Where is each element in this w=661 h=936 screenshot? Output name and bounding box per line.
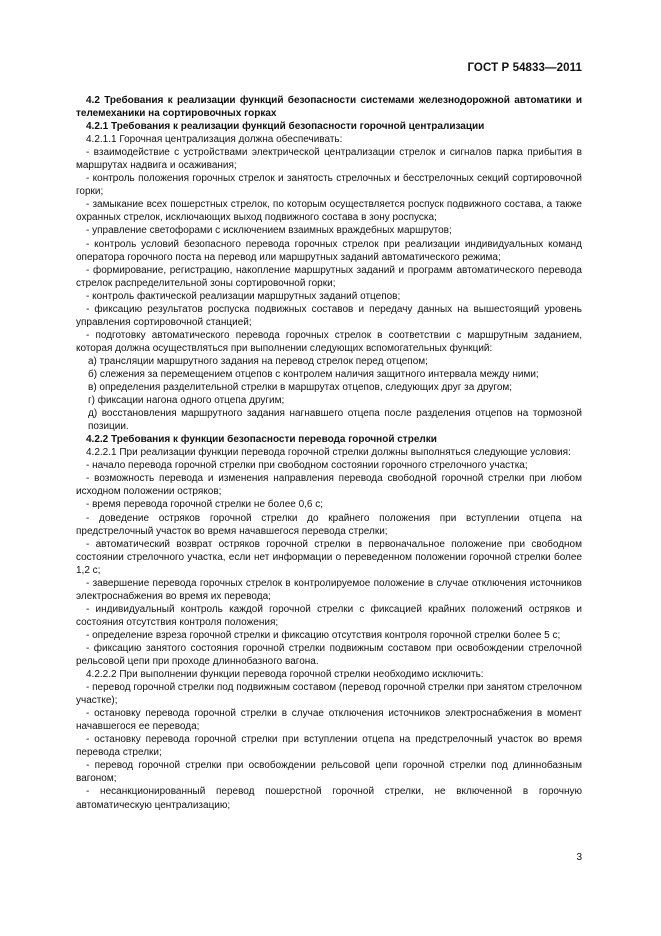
paragraph: - остановку перевода горочной стрелки в случае отключения источников электроснабжения в момент начавшегося ее перевода; [76,708,582,733]
paragraph: - время перевода горочной стрелки не более 0,6 с; [86,499,324,511]
paragraph: - определение взреза горочной стрелки и фиксацию отсутствия контроля горочной стрелки более 5 с; [86,629,561,641]
paragraph: - доведение остряков горочной стрелки до крайнего положения при вступлении отцепа на предстрелочный участок во время начавшегося перевода стрелки; [76,512,582,537]
paragraph: 4.2.1.1 Горочная централизация должна обеспечивать: [86,134,343,146]
paragraph: - несанкционированный перевод пошерстной горочной стрелки, не включенной в горочную автоматическую централизацию; [76,786,582,811]
list-sub-item: д) восстановления маршрутного задания нагнавшего отцепа после разделения отцепов на тормозной позиции. [88,408,582,433]
list-sub-item: г) фиксации нагона одного отцепа другим; [88,395,285,407]
paragraph: - фиксацию занятого состояния горочной стрелки подвижным составом при освобождении стрелочной рельсовой цепи при проходе длиннобазного вагона. [76,642,582,668]
paragraph: - контроль положения горочных стрелок и занятость стрелочных и бесстрелочных секций сортировочной горки; [76,173,582,198]
document-body [76,94,582,812]
document-number: ГОСТ Р 54833—2011 [467,62,582,74]
section-heading: 4.2.2 Требования к функции безопасности перевода горочной стрелки [86,434,437,446]
paragraph: - фиксацию результатов роспуска подвижных составов и передачу данных на вышестоящий уровень управления сортировочной станцией; [76,303,582,328]
paragraph: - подготовку автоматического перевода горочных стрелок в соответствии с маршрутным заданием, которая должна осуществляться при выполнении следующих вспомогательных функций: [76,329,582,354]
paragraph: 4.2.2.1 При реализации функции перевода горочной стрелки должны выполняться следующие условия: [86,447,571,459]
list-sub-item: б) слежения за перемещением отцепов с контролем наличия защитного интервала между ними; [88,368,539,380]
page-number: 3 [576,852,582,863]
paragraph: - контроль условий безопасного перевода горочных стрелок при реализации индивидуальных команд оператора горочного поста на перевод или маршрутных заданий автоматического режима; [76,238,582,263]
paragraph: - возможность перевода и изменения направления перевода свободной горочной стрелки при любом исходном положении остряков; [76,473,582,498]
paragraph: - завершение перевода горочных стрелок в контролируемое положение в случае отключения источников электроснабжения во время их перевода; [76,577,582,602]
section-heading: 4.2 Требования к реализации функций безопасности системами железнодорожной автоматики и телемеханики на сортировочных горках [76,95,582,120]
list-sub-item: в) определения разделительной стрелки в маршрутах отцепов, следующих друг за другом; [88,382,513,394]
paragraph: - перевод горочной стрелки при освобождении рельсовой цепи горочной стрелки под длиннобазным вагоном; [76,760,582,785]
paragraph: - замыкание всех пошерстных стрелок, по которым осуществляется роспуск подвижного состава, а также охранных стрелок, исключающих выход подвижного состава в зону роспуска; [76,199,582,224]
paragraph: - автоматический возврат остряков горочной стрелки в первоначальное положение при свободном состоянии стрелочного участка, если нет информации о переведенном положении горочной стрелки более 1,2 с; [76,538,582,576]
paragraph: - индивидуальный контроль каждой горочной стрелки с фиксацией крайних положений остряков и состояния отсутствия контроля положения; [76,603,582,628]
paragraph: 4.2.2.2 При выполнении функции перевода горочной стрелки необходимо исключить: [86,669,484,681]
paragraph: - контроль фактической реализации маршрутных заданий отцепов; [86,290,401,302]
paragraph: - формирование, регистрацию, накопление маршрутных заданий и программ автоматического перевода стрелок распределительной зоны сортировочной горки; [76,264,582,289]
paragraph: - начало перевода горочной стрелки при свободном состоянии горочного стрелочного участка; [86,460,528,472]
paragraph: - остановку перевода горочной стрелки при вступлении отцепа на предстрелочный участок во время перевода стрелки; [76,734,582,759]
paragraph: - управление светофорами с исключением взаимных враждебных маршрутов; [86,225,452,237]
list-sub-item: а) трансляции маршрутного задания на перевод стрелок перед отцепом; [88,355,428,367]
paragraph: - взаимодействие с устройствами электрической централизации стрелок и сигналов парка прибытия в маршрутах надвига и осаживания; [76,147,582,172]
paragraph: - перевод горочной стрелки под подвижным составом (перевод горочной стрелки при занятом стрелочном участке); [76,682,582,707]
section-heading: 4.2.1 Требования к реализации функций безопасности горочной централизации [86,121,485,133]
